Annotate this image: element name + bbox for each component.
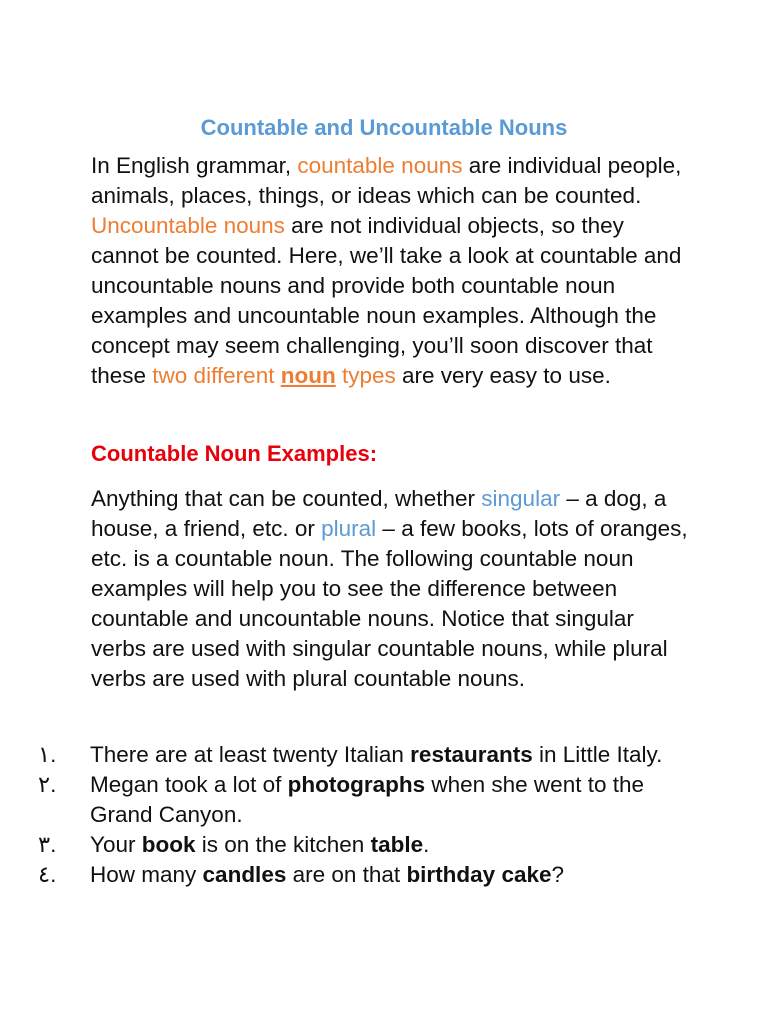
example-text: How many — [90, 862, 203, 887]
example-text: is on the kitchen — [195, 832, 371, 857]
example-text: . — [423, 832, 430, 857]
explanation-paragraph — [91, 484, 691, 694]
example-keyword: restaurants — [410, 742, 533, 767]
page-title: Countable and Uncountable Nouns — [200, 115, 568, 140]
example-keyword: candles — [202, 862, 287, 887]
intro-text-2: are individual people, animals, places, things, or ideas which can be counted. — [91, 153, 682, 208]
list-number: ١. — [38, 742, 57, 767]
list-number: ٤. — [38, 862, 57, 887]
list-item — [38, 740, 698, 770]
plural-term: plural — [321, 516, 377, 541]
intro-text-4: are very easy to use. — [395, 363, 611, 388]
example-keyword: birthday cake — [406, 862, 552, 887]
explain-text-1: Anything that can be counted, whether — [91, 486, 482, 511]
singular-term: singular — [481, 486, 561, 511]
list-number: ٣. — [38, 832, 57, 857]
example-text: ? — [551, 862, 565, 887]
example-text: Megan took a lot of — [90, 772, 288, 797]
example-text: are on that — [286, 862, 407, 887]
example-keyword: photographs — [287, 772, 426, 797]
section-heading: Countable Noun Examples: — [91, 441, 378, 466]
explain-text-2: – a dog, a house, a friend, etc. or — [91, 486, 667, 541]
list-number: ٢. — [38, 772, 57, 797]
types-term: types — [335, 363, 396, 388]
noun-link[interactable]: noun — [280, 363, 336, 388]
example-keyword: table — [370, 832, 424, 857]
example-text: There are at least twenty Italian — [90, 742, 411, 767]
list-item — [38, 770, 698, 830]
intro-paragraph — [91, 151, 691, 391]
intro-text-3: are not individual objects, so they cannot be counted. Here, we’ll take a look at countable and uncountable nouns and provide both countable noun examples and uncountable noun examples. Although the concept may seem challenging, you’ll soon discover that these — [91, 213, 682, 388]
example-text: when she went to the Grand Canyon. — [90, 772, 645, 827]
countable-nouns-term: countable nouns — [297, 153, 463, 178]
intro-text-1: In English grammar, — [91, 153, 298, 178]
list-item — [38, 830, 698, 860]
two-different-term: two different — [152, 363, 275, 388]
uncountable-nouns-term: Uncountable nouns — [91, 213, 285, 238]
list-item — [38, 860, 698, 890]
example-text: Your — [90, 832, 142, 857]
explain-text-3: – a few books, lots of oranges, etc. is a countable noun. The following countable noun examples will help you to see the difference between countable and uncountable nouns. Notice that singular verbs are used with singular countable nouns, while plural verbs are used with plural countable nouns. — [91, 516, 688, 691]
example-keyword: book — [141, 832, 196, 857]
examples-list — [38, 740, 698, 890]
example-text: in Little Italy. — [532, 742, 663, 767]
